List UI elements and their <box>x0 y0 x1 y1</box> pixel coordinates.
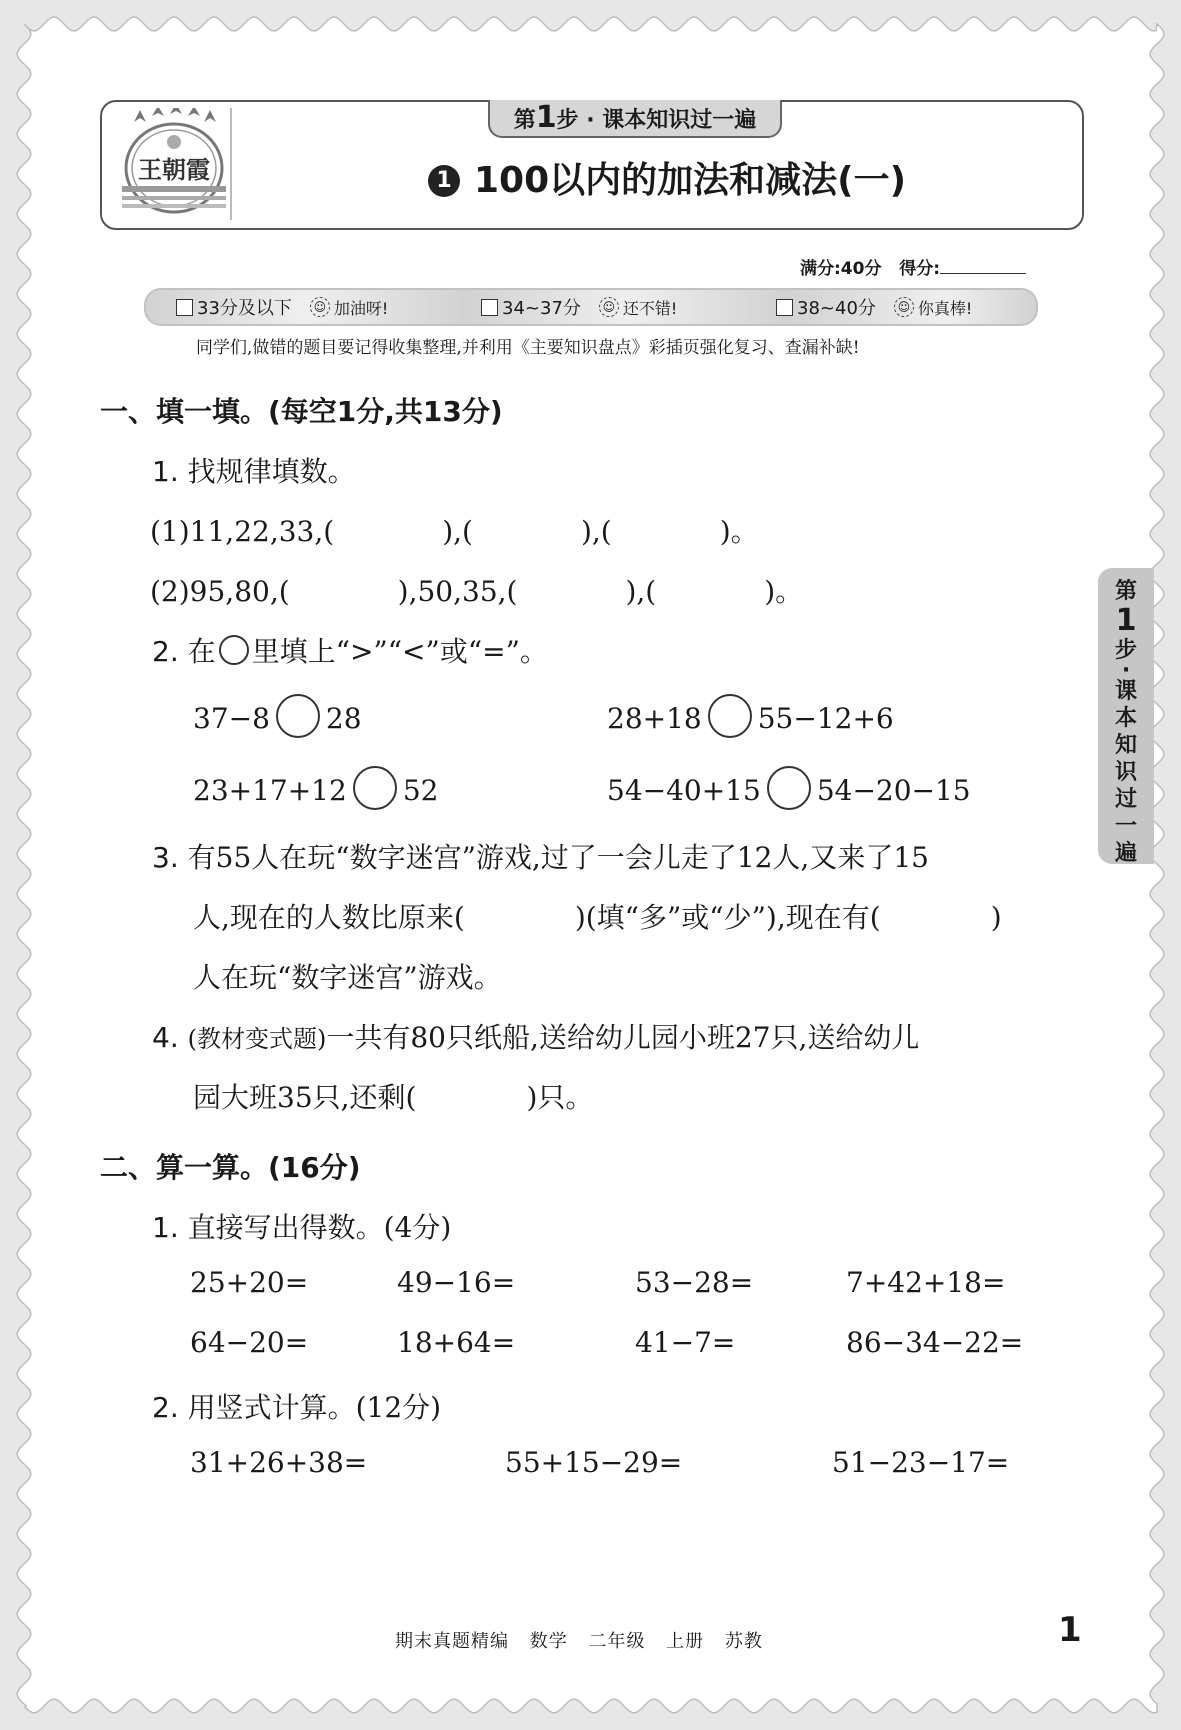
oral-item[interactable]: 86−34−22= <box>846 1326 1024 1359</box>
question-4-line-2 <box>193 1076 593 1116</box>
vertical-calc-item[interactable]: 31+26+38= <box>190 1446 368 1479</box>
pattern-text: )。 <box>764 575 804 608</box>
compare-right: 54−20−15 <box>816 774 971 807</box>
compare-circle[interactable] <box>708 694 752 738</box>
side-tab-char: 一 <box>1114 814 1137 839</box>
compare-right: 52 <box>402 774 439 807</box>
vertical-calc-item[interactable]: 51−23−17= <box>832 1446 1010 1479</box>
lesson-header <box>100 100 1084 230</box>
oral-item[interactable]: 41−7= <box>635 1326 736 1359</box>
side-tab-char: 本 <box>1114 706 1137 731</box>
oral-item[interactable]: 64−20= <box>190 1326 309 1359</box>
side-tab-char: 识 <box>1114 760 1137 785</box>
question-number: 3. <box>152 841 179 874</box>
question-number: 4. <box>152 1021 179 1054</box>
section-2-title: 二、算一算。(16分) <box>100 1151 361 1184</box>
side-tab-char: 课 <box>1114 679 1137 704</box>
smiley-icon: ☺ <box>894 297 914 317</box>
band-item-high <box>776 294 972 320</box>
compare-left: 23+17+12 <box>193 774 347 807</box>
compare-item-1 <box>193 694 362 738</box>
band-cheer: 还不错! <box>622 298 678 318</box>
question-number: 2. <box>152 1391 179 1424</box>
brand-logo <box>120 108 228 220</box>
question-text: 找规律填数。 <box>187 455 356 488</box>
question-tag: (教材变式题) <box>187 1025 327 1053</box>
question-text: 在 <box>187 635 216 668</box>
side-tab-char: 第 <box>1114 579 1137 604</box>
question-text: 用竖式计算。(12分) <box>187 1391 442 1424</box>
smiley-icon: ☺ <box>310 297 330 317</box>
pattern-text: )。 <box>719 515 759 548</box>
svg-text:王朝霞: 王朝霞 <box>138 155 210 184</box>
score-blank[interactable] <box>940 273 1026 274</box>
score-label: 得分: <box>899 259 941 279</box>
question-text: 一共有80只纸船,送给幼儿园小班27只,送给幼儿 <box>326 1021 920 1054</box>
footer-book-info: 期末真题精编 数学 二年级 上册 苏教 <box>395 1631 763 1652</box>
pattern-text: ),( <box>625 575 657 608</box>
question-number: 1. <box>152 1211 179 1244</box>
oral-item[interactable]: 18+64= <box>397 1326 516 1359</box>
band-range: 38~40分 <box>797 298 876 319</box>
side-step-tab <box>1098 568 1154 864</box>
pattern-text: (2)95,80,( <box>150 575 290 608</box>
side-tab-char: · <box>1121 658 1131 683</box>
smiley-icon: ☺ <box>599 297 619 317</box>
band-item-low <box>176 294 388 320</box>
logo-divider <box>230 108 232 220</box>
compare-right: 28 <box>325 702 362 735</box>
question-text: 里填上“>”“<”或“=”。 <box>251 635 548 668</box>
oral-item[interactable]: 7+42+18= <box>846 1266 1006 1299</box>
question-4 <box>152 1016 919 1056</box>
compare-circle[interactable] <box>767 766 811 810</box>
question-3-line-3: 人在玩“数字迷宫”游戏。 <box>193 961 502 994</box>
question-number: 1. <box>152 455 179 488</box>
pattern-text: ),( <box>580 515 612 548</box>
question-text: ) <box>990 901 1002 934</box>
oral-item[interactable]: 25+20= <box>190 1266 309 1299</box>
band-cheer: 你真棒! <box>917 298 973 318</box>
lesson-number-badge: 1 <box>428 165 460 197</box>
compare-left: 54−40+15 <box>607 774 761 807</box>
question-text: 直接写出得数。(4分) <box>187 1211 452 1244</box>
lesson-title-text: 100以内的加法和减法(一) <box>473 160 907 201</box>
oral-item[interactable]: 49−16= <box>397 1266 516 1299</box>
circle-icon <box>219 635 249 665</box>
band-checkbox[interactable] <box>776 299 793 316</box>
question-text: 有55人在玩“数字迷宫”游戏,过了一会儿走了12人,又来了15 <box>187 841 929 874</box>
pattern-row-1 <box>150 510 759 550</box>
side-tab-char: 1 <box>1115 603 1137 638</box>
compare-right: 55−12+6 <box>757 702 894 735</box>
compare-left: 28+18 <box>607 702 702 735</box>
pattern-text: ),50,35,( <box>397 575 518 608</box>
page-number: 1 <box>1058 1610 1082 1650</box>
vertical-calc-item[interactable]: 55+15−29= <box>505 1446 683 1479</box>
compare-circle[interactable] <box>276 694 320 738</box>
side-tab-char: 步 <box>1114 638 1137 663</box>
pattern-text: ),( <box>442 515 473 548</box>
band-range: 33分及以下 <box>197 298 292 319</box>
band-checkbox[interactable] <box>481 299 498 316</box>
pattern-text: (1)11,22,33,( <box>150 515 335 548</box>
band-cheer: 加油呀! <box>333 298 389 318</box>
question-number: 2. <box>152 635 179 668</box>
score-band <box>144 288 1038 326</box>
compare-item-2 <box>607 694 894 738</box>
score-line <box>800 254 1026 279</box>
band-item-mid <box>481 294 677 320</box>
question-2 <box>152 630 548 670</box>
lesson-title <box>372 152 962 203</box>
step-number: 1 <box>535 100 557 135</box>
band-checkbox[interactable] <box>176 299 193 316</box>
step-prefix: 第 <box>513 108 536 133</box>
question-text: )(填“多”或“少”),现在有( <box>574 901 881 934</box>
side-tab-char: 知 <box>1114 733 1137 758</box>
question-1 <box>152 450 356 490</box>
question-text: 人,现在的人数比原来( <box>193 901 465 934</box>
step-label: 步 · 课本知识过一遍 <box>556 108 757 133</box>
compare-item-3 <box>193 766 438 810</box>
question-3 <box>152 836 929 876</box>
compare-item-4 <box>607 766 971 810</box>
question-3-line-2 <box>193 896 1002 936</box>
side-tab-char: 过 <box>1114 787 1137 812</box>
pattern-row-2 <box>150 570 803 610</box>
review-tip: 同学们,做错的题目要记得收集整理,并利用《主要知识盘点》彩插页强化复习、查漏补缺! <box>196 338 860 358</box>
question-text: )只。 <box>526 1081 594 1114</box>
question-text: 园大班35只,还剩( <box>193 1081 417 1114</box>
oral-item[interactable]: 53−28= <box>635 1266 754 1299</box>
section-1-title: 一、填一填。(每空1分,共13分) <box>100 395 503 428</box>
step-tab <box>488 100 782 138</box>
full-score-label: 满分:40分 <box>800 259 882 279</box>
calc-question-2 <box>152 1386 441 1426</box>
compare-left: 37−8 <box>193 702 270 735</box>
calc-question-1 <box>152 1206 451 1246</box>
band-range: 34~37分 <box>502 298 581 319</box>
side-tab-char: 遍 <box>1114 841 1137 866</box>
compare-circle[interactable] <box>353 766 397 810</box>
